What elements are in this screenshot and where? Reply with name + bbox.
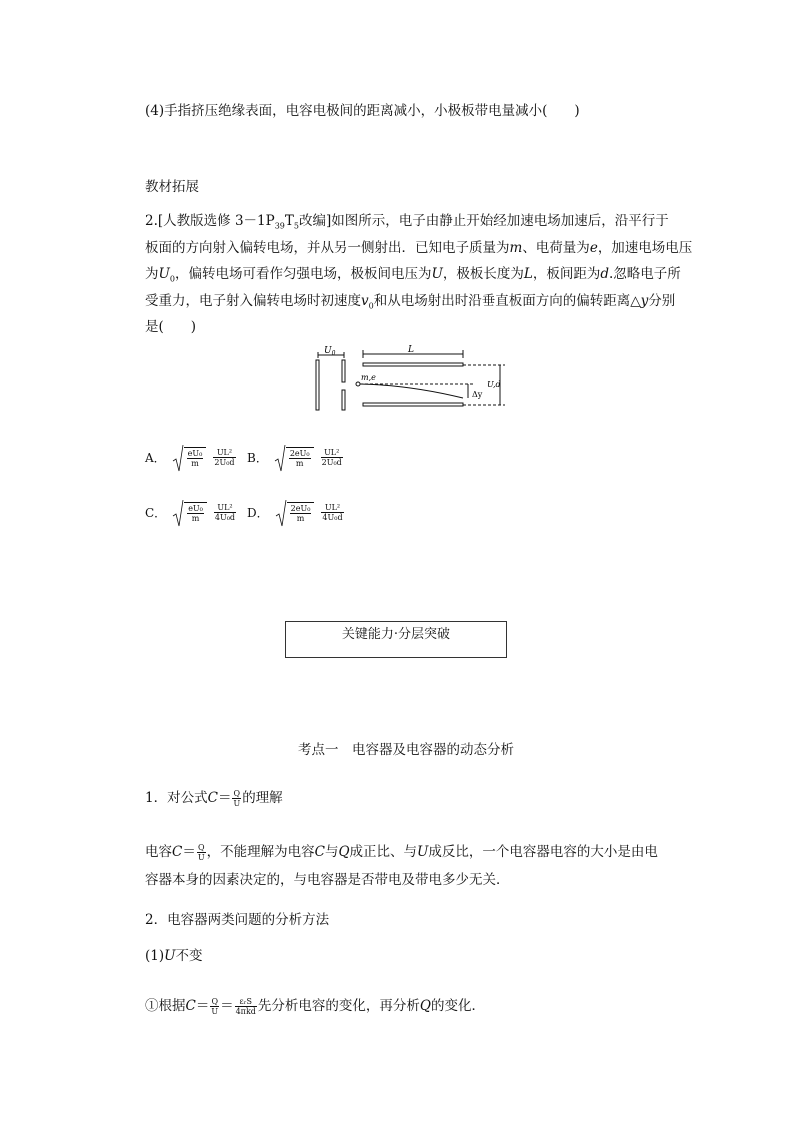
kaodian-title: 考点一 电容器及电容器的动态分析	[298, 742, 514, 758]
textbook-extension-heading: 教材拓展	[145, 179, 199, 195]
question-2	[145, 208, 693, 341]
electron-deflection-figure	[300, 345, 515, 415]
section-title-box: 关键能力·分层突破	[285, 621, 507, 658]
question-2-line-4: 受重力，电子射入偏转电场时初速度$v_0$和从电场射出时沿垂直板面方向的偏转距离△y分别	[145, 292, 676, 311]
deflect-plate-bottom	[363, 403, 463, 406]
deflect-plate-top	[363, 363, 463, 366]
capacitance-paragraph: 电容C＝ $\frac{Q}{U}$ ，不能理解为电容C与Q成正比、与U成反比，一个电容器电容的大小是由电 容器本身的因素决定的，与电容器是否带电及带电多少无关．	[145, 843, 658, 888]
point-1-heading: 1．对公式C＝ $\frac{Q}{U}$ 的理解	[145, 789, 283, 808]
question-2-line-5: 是( )	[145, 319, 197, 335]
sqrt-term: $\frac{\text{eU₀}}{m}$	[172, 447, 207, 468]
fraction-term: $\frac{\text{UL²}}{\text{2U₀d}}$	[214, 448, 235, 467]
item-4-text: (4)手指挤压绝缘表面，电容电极间的距离减小，小极板带电量减小( )	[145, 103, 580, 119]
fraction-term: $\frac{\text{UL²}}{\text{4U₀d}}$	[214, 503, 236, 522]
label-u0: $U_0$	[324, 346, 336, 357]
question-2-line-1: 2.[人教版选修 $3-1P_{39}T_5$改编]如图所示，电子由静止开始经加速电场加速后，沿平行于	[145, 213, 669, 231]
electron-dot	[356, 382, 360, 386]
accel-plate-right-bottom	[342, 390, 345, 410]
option-a[interactable]: A． $\frac{\text{eU₀}}{m}$ $\frac{\text{UL²}}{\text{2U₀d}}$	[145, 447, 237, 468]
label-dy: Δy	[472, 390, 483, 399]
question-2-line-3: 为$U_0$，偏转电场可看作匀强电场，极板间电压为U，极板长度为L，板间距为d.忽略电子所	[145, 266, 681, 284]
sqrt-term: $\frac{\text{2eU₀}}{m}$	[275, 502, 315, 523]
accel-plate-right-top	[342, 360, 345, 382]
electron-trajectory	[360, 384, 463, 398]
label-me: m,e	[361, 373, 376, 382]
fraction-term: $\frac{\text{UL²}}{\text{4U₀d}}$	[322, 503, 343, 522]
option-d[interactable]: D． $\frac{\text{2eU₀}}{m}$ $\frac{\text{UL²}}{\text{4U₀d}}$	[247, 502, 345, 523]
label-l: L	[408, 345, 414, 355]
label-ud: U,d	[487, 380, 501, 389]
question-2-line-2: 板面的方向射入偏转电场，并从另一侧射出．已知电子质量为m、电荷量为e，加速电场电压	[145, 239, 693, 256]
item-4	[145, 99, 580, 119]
sqrt-term: $\frac{\text{eU₀}}{m}$	[172, 502, 207, 523]
step-1-text: ①根据C＝ $\frac{Q}{U}$ ＝ $\frac{\text{εᵣS}}{\text{4πkd}}$ 先分析电容的变化，再分析Q的变化．	[145, 997, 485, 1016]
option-b[interactable]: B． $\frac{\text{2eU₀}}{m}$ $\frac{\text{UL²}}{\text{2U₀d}}$	[247, 447, 344, 468]
option-c[interactable]: C． $\frac{\text{eU₀}}{m}$ $\frac{\text{UL²}}{\text{4U₀d}}$	[145, 502, 237, 523]
fraction-term: $\frac{\text{UL²}}{\text{2U₀d}}$	[321, 448, 342, 467]
point-2-heading: 2．电容器两类问题的分析方法	[145, 912, 330, 928]
accel-plate-left	[316, 360, 319, 410]
sqrt-term: $\frac{\text{2eU₀}}{m}$	[274, 447, 314, 468]
case-1-heading: (1)U不变	[145, 948, 203, 964]
